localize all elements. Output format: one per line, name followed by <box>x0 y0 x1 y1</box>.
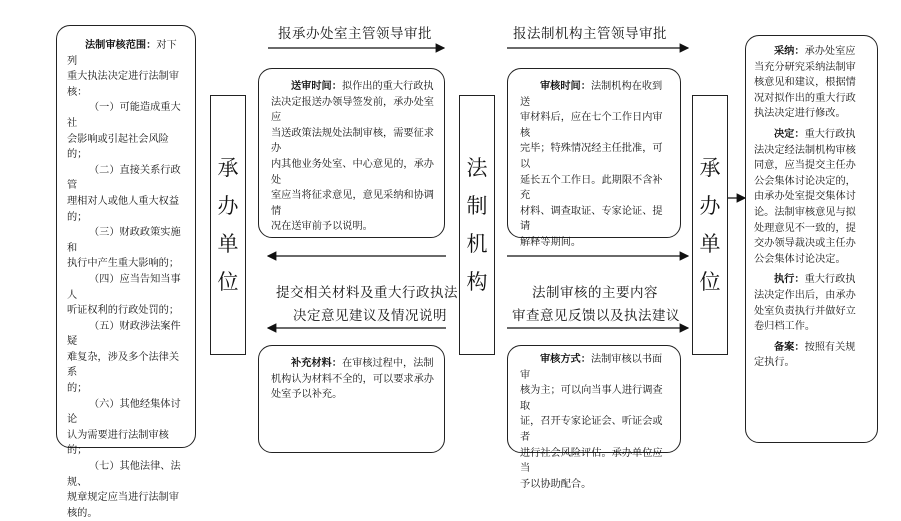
legal-org-box <box>459 95 495 355</box>
submit-time-text: 拟作出的重大行政执 <box>341 81 434 92</box>
scope-line: 规章规定应当进行法制审 <box>67 492 180 504</box>
unit-left-char: 承 <box>217 156 239 180</box>
note-execute-line <box>754 272 871 288</box>
supplement-box <box>258 345 445 453</box>
scope-line: 核： <box>67 86 88 98</box>
scope-line: 理相对人或他人重大权益 <box>67 195 180 207</box>
review-method-line: 核为主；可以向当事人进行调查取 <box>520 385 663 412</box>
submit-time-line: 法决定报送办领导签发前，承办处室应 <box>271 96 434 124</box>
note-adopt-line: 执法决定进行修改。 <box>754 108 846 120</box>
scope-line: 执行中产生重大影响的； <box>67 258 180 270</box>
scope-line: （六）其他经集体讨论 <box>67 398 181 426</box>
scope-line: 认为需要进行法制审核的； <box>67 429 169 457</box>
review-method-line: 证，召开专家论证会、听证会或者 <box>520 416 663 443</box>
note-decide-line: 交办领导裁决或主任办 <box>754 238 856 250</box>
review-method-line <box>520 352 672 383</box>
note-decide-line: 由承办处室提交集体讨 <box>754 191 856 203</box>
supplement-text: 在审核过程中，法制 <box>341 358 434 369</box>
scope-line: 的； <box>67 383 88 395</box>
supplement-line: 处室予以补充。 <box>271 389 343 401</box>
label-submit-materials-2: 决定意见建议及情况说明 <box>293 308 447 324</box>
unit-right-char: 办 <box>699 194 721 218</box>
note-execute-line: 法决定作出后，由承办 <box>754 289 856 301</box>
review-time-line: 解释等期间。 <box>520 236 582 248</box>
review-method-content <box>520 352 672 492</box>
legal-org-char: 机 <box>466 232 488 256</box>
supplement-line: 机构认为材料不全的，可以要求承办 <box>271 373 434 385</box>
note-decide-line <box>754 127 871 143</box>
review-time-box <box>507 68 681 248</box>
right-notes-content <box>754 44 871 371</box>
review-method-text: 法制审核以书面审 <box>520 354 663 381</box>
review-time-text: 法制机构在收到送 <box>520 81 663 108</box>
unit-left-char: 位 <box>217 270 239 294</box>
note-adopt-line: 况对拟作出的重大行政 <box>754 92 856 104</box>
unit-left-char: 单 <box>217 232 239 256</box>
note-execute-line: 处室负责执行并做好立 <box>754 305 856 317</box>
submit-time-line: 室应当将征求意见，意见采纳和协调情 <box>271 190 434 217</box>
label-review-content: 法制审核的主要内容 <box>532 285 658 301</box>
note-decide-line: 公会集体讨论决定。 <box>754 253 846 265</box>
note-decide-line: 公会集体讨论决定的， <box>754 175 856 187</box>
note-execute-line: 卷归档工作。 <box>754 321 816 333</box>
note-decide-line: 同意，应当提交主任办 <box>754 160 856 172</box>
note-decide-line: 法决定经法制机构审核 <box>754 144 856 156</box>
supplement-line <box>271 356 436 372</box>
note-execute-text: 重大行政执 <box>804 274 856 286</box>
unit-right-char: 单 <box>699 232 721 256</box>
scope-line: 核的。 <box>67 507 98 519</box>
note-decide-line: 处理意见不一致的，提 <box>754 222 856 234</box>
submit-time-content <box>271 79 436 235</box>
scope-line: （四）应当告知当事人 <box>67 273 181 301</box>
submit-time-title: 送审时间： <box>291 80 342 92</box>
review-method-box <box>507 345 681 490</box>
submit-time-line: 当送政策法规处法制审核，需要征求办 <box>271 127 434 155</box>
right-notes-box <box>745 35 878 443</box>
scope-line: （二）直接关系行政管 <box>67 164 181 192</box>
review-method-line: 予以协助配合。 <box>520 478 592 490</box>
scope-line: （七）其他法律、法规、 <box>67 461 181 488</box>
submit-time-line: 内其他业务处室、中心意见的，承办处 <box>271 158 434 186</box>
unit-left-box <box>210 95 246 355</box>
scope-line: 的； <box>67 211 88 223</box>
note-adopt-line: 当充分研究采纳法制审 <box>754 61 856 73</box>
submit-time-line <box>271 79 436 95</box>
note-execute-title: 执行： <box>774 273 805 286</box>
legal-org-char: 构 <box>466 270 488 294</box>
note-adopt-text: 承办处室应 <box>804 46 856 57</box>
review-time-line: 材料、调查取证、专家论证、提请 <box>520 205 663 233</box>
label-submit-materials-1: 提交相关材料及重大行政执法 <box>276 285 458 301</box>
note-adopt-line <box>754 44 871 60</box>
supplement-title: 补充材料： <box>291 357 342 369</box>
note-decide-title: 决定： <box>774 127 805 140</box>
scope-line <box>67 38 185 69</box>
label-report-legal: 报法制机构主管领导审批 <box>513 26 667 42</box>
label-report-unit: 报承办处室主管领导审批 <box>278 26 432 42</box>
scope-line: 重大执法决定进行法制审 <box>67 71 180 83</box>
note-record-line <box>754 340 871 356</box>
legal-org-char: 法 <box>466 156 488 180</box>
note-adopt-line: 核意见和建议，根据情 <box>754 77 856 89</box>
review-time-line <box>520 79 672 110</box>
note-adopt-title: 采纳： <box>774 45 805 57</box>
submit-time-line: 况在送审前予以说明。 <box>271 221 373 233</box>
scope-line: 会影响或引起社会风险的； <box>67 133 169 161</box>
review-time-title: 审核时间： <box>540 80 591 92</box>
note-decide-text: 重大行政执 <box>804 128 856 140</box>
scope-line: 听证权利的行政处罚的； <box>67 305 180 317</box>
unit-right-box <box>692 95 728 355</box>
review-method-line: 进行社会风险评估。承办单位应当 <box>520 447 663 475</box>
scope-content <box>67 38 185 521</box>
scope-line: （一）可能造成重大社 <box>67 102 181 129</box>
note-decide-line: 论。法制审核意见与拟 <box>754 206 856 218</box>
unit-right-char: 位 <box>699 270 721 294</box>
review-method-title: 审核方式： <box>540 353 591 365</box>
review-time-content <box>520 79 672 251</box>
review-time-line: 完毕；特殊情况经主任批准，可以 <box>520 143 663 170</box>
scope-line: （三）财政政策实施和 <box>67 227 181 254</box>
unit-right-char: 承 <box>699 156 721 180</box>
scope-box <box>56 25 196 519</box>
scope-line: 难复杂，涉及多个法律关系 <box>67 351 180 379</box>
supplement-content <box>271 356 436 403</box>
review-time-line: 审材料后，应在七个工作日内审核 <box>520 112 663 139</box>
legal-org-char: 制 <box>466 194 488 218</box>
note-record-title: 备案： <box>774 340 805 353</box>
note-record-line: 定执行。 <box>754 357 795 369</box>
scope-line: （五）财政涉法案件疑 <box>67 320 181 348</box>
review-time-line: 延长五个工作日。此期限不含补充 <box>520 174 663 202</box>
submit-time-box <box>258 68 445 238</box>
scope-text: 对下列 <box>67 40 177 67</box>
unit-left-char: 办 <box>217 194 239 218</box>
note-record-text: 按照有关规 <box>804 341 856 353</box>
label-review-feedback: 审查意见反馈以及执法建议 <box>512 308 680 324</box>
scope-title: 法制审核范围： <box>85 39 157 51</box>
